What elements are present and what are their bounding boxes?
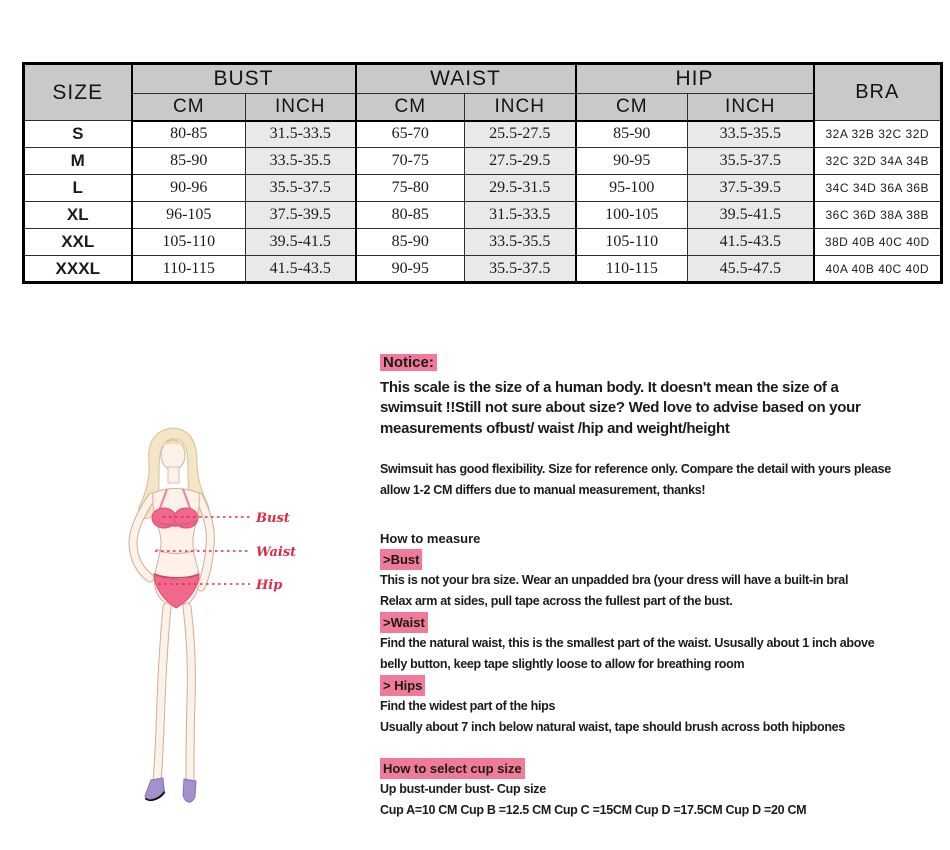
- cell-bra: 36C 36D 38A 38B: [814, 202, 942, 229]
- cup-size-heading: [380, 758, 936, 779]
- cell-hip-cm: 105-110: [576, 229, 688, 256]
- subheader-bust-cm: CM: [132, 94, 246, 121]
- cell-size: M: [24, 148, 132, 175]
- cell-bust-inch: 31.5-33.5: [246, 121, 356, 148]
- cell-bust-inch: 35.5-37.5: [246, 175, 356, 202]
- table-row: [24, 202, 942, 229]
- cup-size-section: [380, 758, 936, 821]
- cell-hip-cm: 85-90: [576, 121, 688, 148]
- flexibility-line: Swimsuit has good flexibility. Size for reference only. Compare the detail with yours please: [380, 461, 891, 476]
- table-row: [24, 229, 942, 256]
- hips-section-heading: [380, 675, 936, 696]
- waist-instruction-line: belly button, keep tape slightly loose to allow for breathing room: [380, 656, 745, 671]
- cell-waist-cm: 90-95: [356, 256, 465, 283]
- cell-waist-inch: 35.5-37.5: [465, 256, 576, 283]
- subheader-waist-cm: CM: [356, 94, 465, 121]
- cell-size: XL: [24, 202, 132, 229]
- cell-bust-cm: 80-85: [132, 121, 246, 148]
- flexibility-paragraph: [380, 459, 936, 502]
- flexibility-line: allow 1-2 CM differs due to manual measurement, thanks!: [380, 483, 706, 498]
- cell-bust-inch: 37.5-39.5: [246, 202, 356, 229]
- cell-hip-inch: 35.5-37.5: [688, 148, 814, 175]
- cell-size: XXXL: [24, 256, 132, 283]
- cell-bra: 32C 32D 34A 34B: [814, 148, 942, 175]
- subheader-waist-inch: INCH: [465, 94, 576, 121]
- notice-heading-highlight: Notice:: [380, 354, 437, 371]
- bust-label: Bust: [256, 511, 290, 526]
- notice-heading: [380, 354, 936, 371]
- cell-hip-cm: 95-100: [576, 175, 688, 202]
- bust-heading-highlight: >Bust: [380, 549, 422, 570]
- cell-waist-cm: 85-90: [356, 229, 465, 256]
- cell-hip-inch: 33.5-35.5: [688, 121, 814, 148]
- subheader-bust-inch: INCH: [246, 94, 356, 121]
- header-row-units: [24, 94, 942, 121]
- woman-sketch-illustration: [105, 425, 335, 820]
- col-header-size: SIZE: [24, 64, 132, 121]
- cell-bust-cm: 96-105: [132, 202, 246, 229]
- cell-waist-cm: 80-85: [356, 202, 465, 229]
- cell-bust-cm: 105-110: [132, 229, 246, 256]
- size-chart-table: [22, 62, 943, 284]
- cell-bust-inch: 39.5-41.5: [246, 229, 356, 256]
- cell-hip-inch: 37.5-39.5: [688, 175, 814, 202]
- cell-waist-inch: 25.5-27.5: [465, 121, 576, 148]
- notice-line: swimsuit !!Still not sure about size? Wed love to advise based on your: [380, 399, 861, 417]
- cell-bra: 34C 34D 36A 36B: [814, 175, 942, 202]
- cell-bust-inch: 33.5-35.5: [246, 148, 356, 175]
- notice-line: measurements ofbust/ waist /hip and weight/height: [380, 419, 730, 437]
- hip-label: Hip: [256, 578, 283, 593]
- cell-bra: 38D 40B 40C 40D: [814, 229, 942, 256]
- cell-bra: 40A 40B 40C 40D: [814, 256, 942, 283]
- cell-waist-inch: 31.5-33.5: [465, 202, 576, 229]
- subheader-hip-cm: CM: [576, 94, 688, 121]
- cell-size: S: [24, 121, 132, 148]
- cell-waist-inch: 27.5-29.5: [465, 148, 576, 175]
- cell-hip-cm: 110-115: [576, 256, 688, 283]
- subheader-hip-inch: INCH: [688, 94, 814, 121]
- cell-hip-inch: 39.5-41.5: [688, 202, 814, 229]
- table-row: [24, 175, 942, 202]
- cell-bust-cm: 85-90: [132, 148, 246, 175]
- col-header-waist: WAIST: [356, 64, 576, 94]
- cell-bust-inch: 41.5-43.5: [246, 256, 356, 283]
- table-row: [24, 148, 942, 175]
- bust-section-heading: [380, 549, 936, 570]
- cell-size: XXL: [24, 229, 132, 256]
- cell-bust-cm: 110-115: [132, 256, 246, 283]
- table-row: [24, 121, 942, 148]
- notice-paragraph: [380, 378, 936, 439]
- col-header-hip: HIP: [576, 64, 814, 94]
- cup-size-line: Cup A=10 CM Cup B =12.5 CM Cup C =15CM Cup D =17.5CM Cup D =20 CM: [380, 802, 807, 817]
- hips-instruction-line: Usually about 7 inch below natural waist, tape should brush across both hipbones: [380, 719, 845, 734]
- cell-size: L: [24, 175, 132, 202]
- cup-size-line: Up bust-under bust- Cup size: [380, 781, 546, 796]
- right-shoe-fill: [183, 779, 196, 802]
- header-row-groups: [24, 64, 942, 94]
- body-measurement-figure: [105, 425, 335, 820]
- table-row: [24, 256, 942, 283]
- cell-hip-inch: 41.5-43.5: [688, 229, 814, 256]
- waist-section-heading: [380, 612, 936, 633]
- waist-instruction-line: Find the natural waist, this is the smallest part of the waist. Ususally about 1 inch above: [380, 635, 875, 650]
- hips-heading-highlight: > Hips: [380, 675, 425, 696]
- cell-bra: 32A 32B 32C 32D: [814, 121, 942, 148]
- how-to-measure-heading: How to measure: [380, 530, 481, 546]
- cell-waist-cm: 70-75: [356, 148, 465, 175]
- cell-waist-cm: 75-80: [356, 175, 465, 202]
- waist-label: Waist: [256, 545, 297, 560]
- col-header-bust: BUST: [132, 64, 356, 94]
- sizing-notes: [380, 354, 936, 821]
- bust-instruction-line: Relax arm at sides, pull tape across the fullest part of the bust.: [380, 593, 733, 608]
- cell-waist-inch: 29.5-31.5: [465, 175, 576, 202]
- cell-waist-cm: 65-70: [356, 121, 465, 148]
- notice-line: This scale is the size of a human body. It doesn't mean the size of a: [380, 379, 839, 396]
- cup-size-heading-highlight: How to select cup size: [380, 758, 525, 779]
- cell-bust-cm: 90-96: [132, 175, 246, 202]
- size-chart: [22, 62, 940, 284]
- cell-waist-inch: 33.5-35.5: [465, 229, 576, 256]
- col-header-bra: BRA: [814, 64, 942, 121]
- bikini-bottom: [154, 574, 199, 608]
- waist-heading-highlight: >Waist: [380, 612, 428, 633]
- bust-instruction-line: This is not your bra size. Wear an unpadded bra (your dress will have a built-in bral: [380, 572, 849, 587]
- cell-hip-inch: 45.5-47.5: [688, 256, 814, 283]
- neck: [168, 467, 179, 483]
- cell-hip-cm: 90-95: [576, 148, 688, 175]
- how-to-measure-section: [380, 528, 936, 738]
- cell-hip-cm: 100-105: [576, 202, 688, 229]
- hips-instruction-line: Find the widest part of the hips: [380, 698, 556, 713]
